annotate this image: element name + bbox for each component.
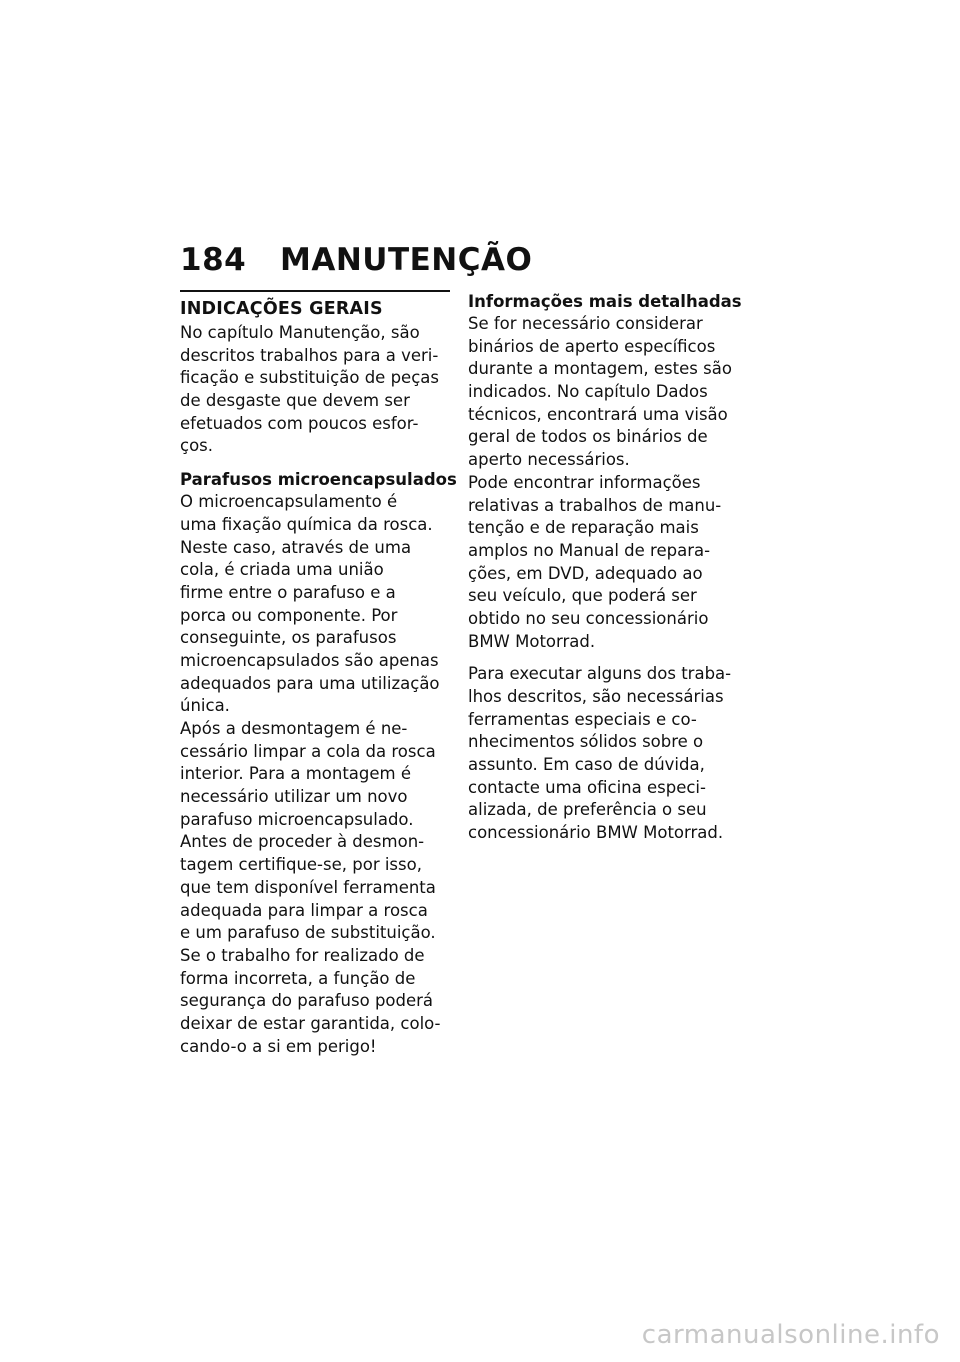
text-line: concessionário BMW Motorrad. bbox=[468, 823, 724, 843]
details-paragraph bbox=[468, 663, 738, 845]
text-line: única. bbox=[180, 696, 230, 716]
text-line: deixar de estar garantida, colo- bbox=[180, 1013, 441, 1033]
text-line: durante a montagem, estes são bbox=[468, 359, 732, 379]
text-line: amplos no Manual de repara- bbox=[468, 540, 711, 560]
text-line: adequada para limpar a rosca bbox=[180, 900, 428, 920]
section-title: INDICAÇÕES GERAIS bbox=[180, 299, 383, 319]
text-line: cando-o a si em perigo! bbox=[180, 1036, 377, 1056]
text-line: obtido no seu concessionário bbox=[468, 608, 709, 628]
text-line: binários de aperto específicos bbox=[468, 336, 716, 356]
text-line: ções, em DVD, adequado ao bbox=[468, 563, 703, 583]
details-paragraph bbox=[468, 313, 738, 472]
subsection-paragraph bbox=[180, 718, 450, 1058]
text-line: descritos trabalhos para a veri- bbox=[180, 345, 439, 365]
text-line: Se for necessário considerar bbox=[468, 314, 703, 333]
text-line: relativas a trabalhos de manu- bbox=[468, 495, 722, 515]
text-line: ferramentas especiais e co- bbox=[468, 709, 697, 729]
text-line: BMW Motorrad. bbox=[468, 631, 596, 651]
text-line: cola, é criada uma união bbox=[180, 560, 384, 580]
text-line: Neste caso, através de uma bbox=[180, 537, 412, 557]
text-line: de desgaste que devem ser bbox=[180, 391, 410, 411]
text-line: porca ou componente. Por bbox=[180, 605, 398, 625]
text-line: necessário utilizar um novo bbox=[180, 787, 408, 807]
text-line: adequados para uma utilização bbox=[180, 673, 440, 693]
text-line: alizada, de preferência o seu bbox=[468, 800, 707, 820]
text-line: interior. Para a montagem é bbox=[180, 764, 411, 784]
text-line: No capítulo Manutenção, são bbox=[180, 323, 420, 342]
text-line: parafuso microencapsulado. bbox=[180, 809, 414, 829]
intro-paragraph bbox=[180, 322, 450, 458]
text-line: seu veículo, que poderá ser bbox=[468, 586, 697, 606]
subsection-paragraph bbox=[180, 491, 450, 718]
text-line: nhecimentos sólidos sobre o bbox=[468, 732, 704, 752]
section-divider bbox=[180, 290, 450, 292]
text-line: microencapsulados são apenas bbox=[180, 650, 439, 670]
text-line: técnicos, encontrará uma visão bbox=[468, 404, 728, 424]
page-number: 184 bbox=[180, 242, 247, 278]
text-line: conseguinte, os parafusos bbox=[180, 628, 397, 648]
text-line: Antes de proceder à desmon- bbox=[180, 832, 425, 852]
page-header bbox=[180, 238, 532, 282]
text-line: geral de todos os binários de bbox=[468, 427, 708, 447]
text-line: ficação e substituição de peças bbox=[180, 368, 439, 388]
text-line: ços. bbox=[180, 436, 214, 456]
text-line: tenção e de reparação mais bbox=[468, 518, 699, 538]
text-line: Pode encontrar informações bbox=[468, 472, 701, 492]
text-line: uma fixação química da rosca. bbox=[180, 514, 433, 534]
text-line: Para executar alguns dos traba- bbox=[468, 664, 732, 684]
subsection-title: Informações mais detalhadas bbox=[468, 292, 742, 311]
text-line: contacte uma oficina especi- bbox=[468, 777, 706, 797]
text-line: e um parafuso de substituição. bbox=[180, 923, 436, 943]
text-line: forma incorreta, a função de bbox=[180, 968, 416, 988]
text-line: que tem disponível ferramenta bbox=[180, 877, 436, 897]
text-line: indicados. No capítulo Dados bbox=[468, 382, 708, 402]
text-line: lhos descritos, são necessárias bbox=[468, 687, 724, 706]
left-column bbox=[180, 290, 457, 1058]
text-line: assunto. Em caso de dúvida, bbox=[468, 755, 705, 775]
text-line: cessário limpar a cola da rosca bbox=[180, 741, 436, 761]
text-line: tagem certifique-se, por isso, bbox=[180, 855, 422, 875]
details-paragraph bbox=[468, 472, 738, 654]
text-line: firme entre o parafuso e a bbox=[180, 582, 396, 602]
text-line: efetuados com poucos esfor- bbox=[180, 413, 419, 433]
watermark: carmanualsonline.info bbox=[641, 1320, 940, 1350]
text-line: O microencapsulamento é bbox=[180, 492, 398, 512]
text-line: Após a desmontagem é ne- bbox=[180, 719, 408, 738]
right-column bbox=[468, 290, 742, 845]
text-line: segurança do parafuso poderá bbox=[180, 991, 434, 1011]
subsection-title: Parafusos microencapsulados bbox=[180, 470, 457, 490]
chapter-title: MANUTENÇÃO bbox=[280, 242, 533, 278]
text-line: aperto necessários. bbox=[468, 450, 630, 470]
text-line: Se o trabalho for realizado de bbox=[180, 945, 425, 965]
